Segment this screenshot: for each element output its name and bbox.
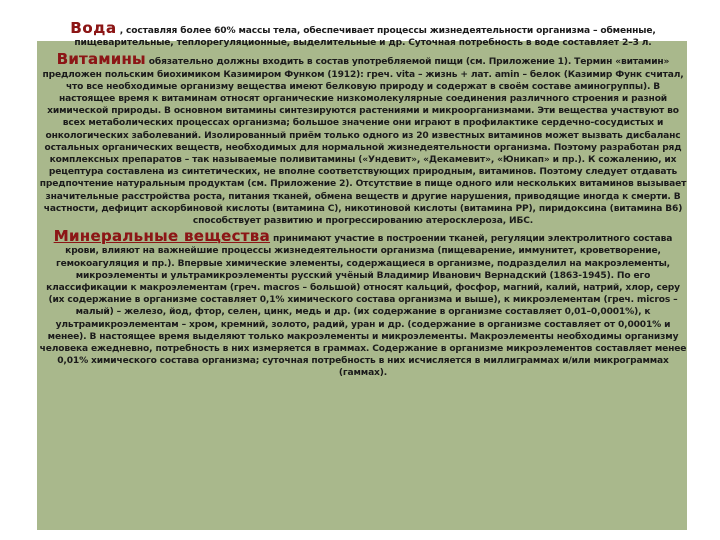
text-block <box>38 19 688 380</box>
vitamins-heading: Витамины <box>56 50 146 69</box>
water-paragraph <box>38 19 688 49</box>
minerals-text: принимают участие в построении тканей, регуляции электролитного состава крови, влияют на важнейшие процессы жизнедеятельности организма (пищеварение, иммунитет, кроветворение, гемокоагуляция и пр.). Впервые химические элементы, содержащиеся в организме, подразделил на макроэлементы, микроэлементы и ультрамикроэлементы русский учёный Владимир Иванович Вернадский (1863-1945). По его классификации к макроэлементам (греч. macros – большой) относят кальций, фосфор, магний, калий, натрий, хлор, серу (их содержание в организме составляет 0,1% химического состава организма и выше), к микроэлементам (греч. micros – малый) – железо, йод, фтор, селен, цинк, медь и др. (их содержание в организме составляет 0,01–0,0001%), к ультрамикроэлементам – хром, кремний, золото, радий, уран и др. (содержание в организме составляет от 0,0001% и менее). В настоящее время выделяют только макроэлементы и микроэлементы. Макроэлементы необходимы организму человека ежедневно, потребность в них измеряется в граммах. Содержание в организме микроэлементов составляет менее 0,01% химического состава организма; суточная потребность в них исчисляется в миллиграммах и/или микрограммах (гаммах). <box>39 234 687 379</box>
water-heading: Вода <box>70 19 117 37</box>
vitamins-paragraph <box>38 50 688 227</box>
water-text: , составляя более 60% массы тела, обеспечивает процессы жизнедеятельности организма – обменные, пищеварительные, теплорегуляционные, выделительные и др. Суточная потребность в воде составляет 2–3 л. <box>74 26 656 49</box>
vitamins-text: обязательно должны входить в состав употребляемой пищи (см. Приложение 1). Термин «витамин» предложен польским биохимиком Казимиром Функом (1912): греч. vita – жизнь + лат. amin – белок (Казимир Функ считал, что все необходимые организму вещества имеют белковую природу и содержат в своём составе аминогруппы). В настоящее время к витаминам относят органические низкомолекулярные соединения различного строения и разной химической природы. В основном витамины синтезируются растениями и микроорганизмами. Эти вещества участвуют во всех метаболических процессах организма; большое значение они играют в профилактике сердечно-сосудистых и онкологических заболеваний. Изолированный приём только одного из 20 известных витаминов может вызвать дисбаланс остальных органических веществ, необходимых для нормальной жизнедеятельности организма. Поэтому разработан ряд комплексных препаратов – так называемые поливитамины («Ундевит», «Декамевит», «Юникап» и пр.). К сожалению, их рецептура составлена из синтетических, не вполне соответствующих природным, витаминов. Поэтому следует отдавать предпочтение натуральным продуктам (см. Приложение 2). Отсутствие в пище одного или нескольких витаминов вызывает значительные расстройства роста, питания тканей, обмена веществ и другие нарушения, приводящие иногда к смерти. В частности, дефицит аскорбиновой кислоты (витамина C), никотиновой кислоты (витамина PP), пиридоксина (витамина B6) способствует развитию и прогрессированию атеросклероза, ИБС. <box>39 57 687 227</box>
minerals-paragraph <box>38 227 688 379</box>
minerals-heading: Минеральные вещества <box>53 227 271 246</box>
